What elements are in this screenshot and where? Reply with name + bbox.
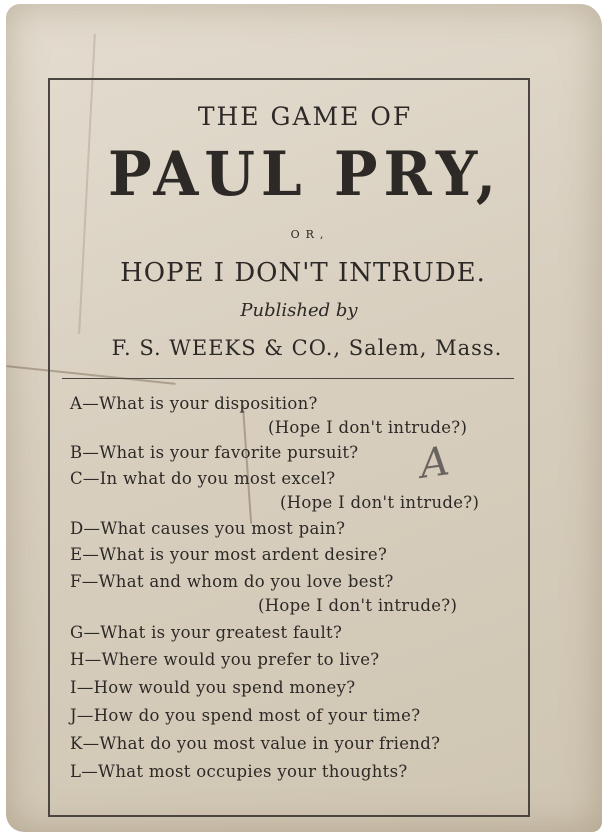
heading-line: THE GAME OF	[197, 102, 413, 131]
publisher: F. S. WEEKS & CO., Salem, Mass.	[111, 336, 503, 360]
question-refrain: (Hope I don't intrude?)	[268, 418, 468, 437]
or-text: OR,	[290, 228, 330, 241]
question-item: F—What and whom do you love best?	[70, 572, 394, 591]
question-item: A—What is your disposition?	[70, 394, 318, 413]
subtitle: HOPE I DON'T INTRUDE.	[120, 258, 486, 288]
question-item: L—What most occupies your thoughts?	[70, 762, 408, 781]
handwritten-mark: A	[416, 438, 452, 488]
question-item: E—What is your most ardent desire?	[70, 545, 388, 564]
question-item: K—What do you most value in your friend?	[70, 734, 441, 753]
question-item: B—What is your favorite pursuit?	[70, 443, 359, 462]
question-refrain: (Hope I don't intrude?)	[280, 493, 480, 512]
question-item: C—In what do you most excel?	[70, 469, 336, 488]
question-refrain: (Hope I don't intrude?)	[258, 596, 458, 615]
question-item: G—What is your greatest fault?	[70, 623, 343, 642]
question-item: J—How do you spend most of your time?	[70, 706, 421, 725]
question-item: I—How would you spend money?	[70, 678, 356, 697]
question-item: H—Where would you prefer to live?	[70, 650, 380, 669]
divider-rule	[62, 378, 514, 379]
question-item: D—What causes you most pain?	[70, 519, 346, 538]
main-title: PAUL PRY,	[107, 138, 503, 210]
published-by: Published by	[240, 300, 358, 321]
